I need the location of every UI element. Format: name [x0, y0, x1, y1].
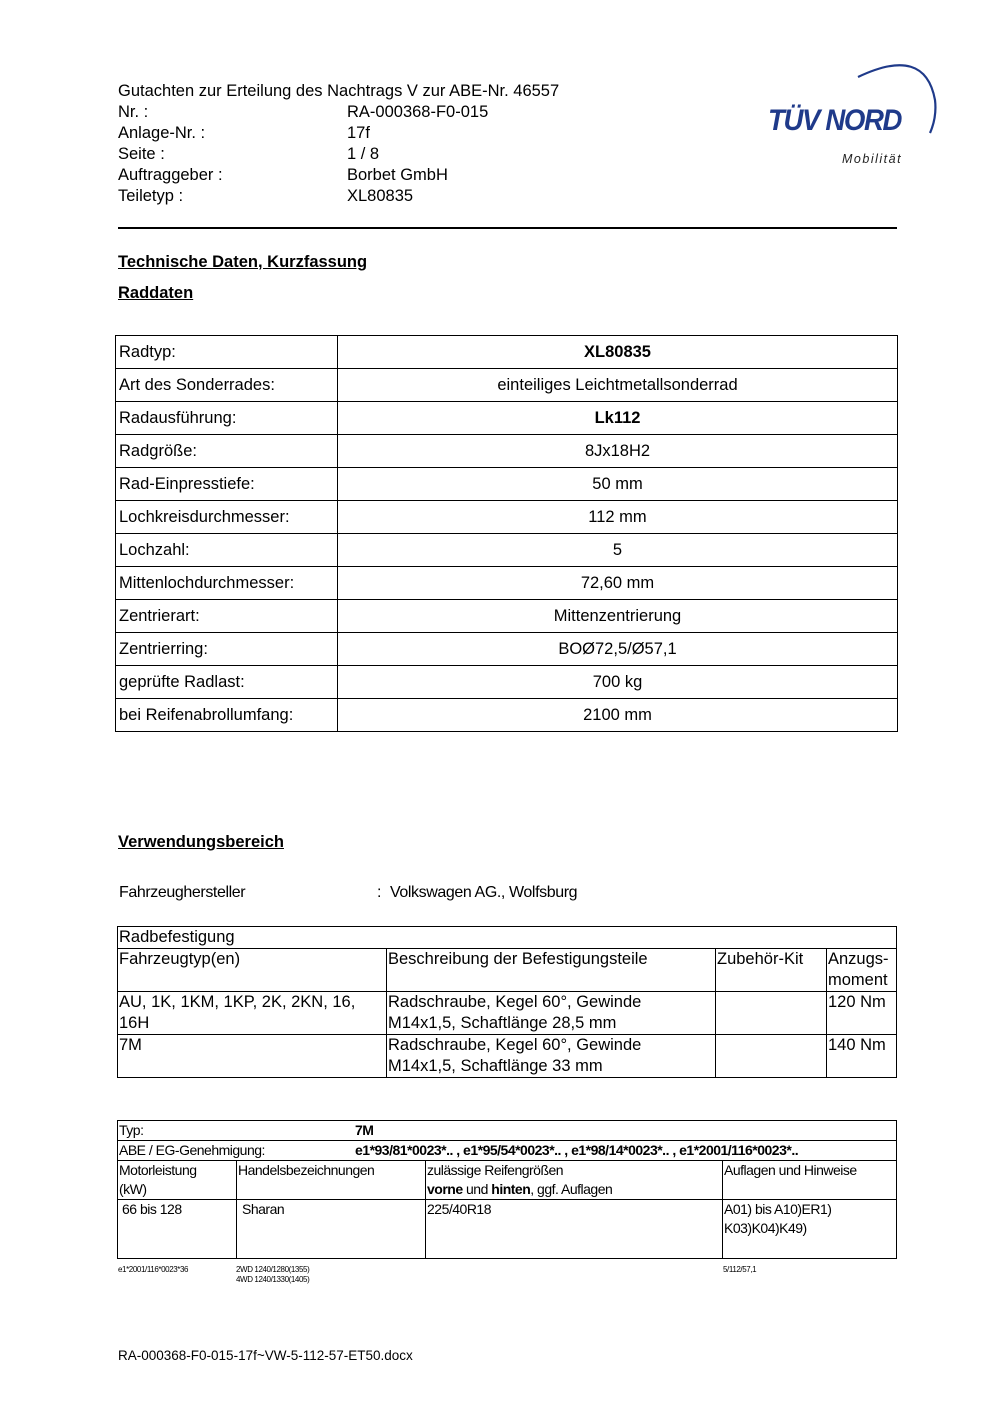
table-row [116, 666, 898, 699]
header-label: Nr. : [118, 103, 149, 121]
header-line: zulässige Reifengrößen [427, 1162, 564, 1178]
wheel-label: Zentrierart: [116, 600, 338, 633]
header-bold: vorne [427, 1181, 463, 1197]
footer-filename: RA-000368-F0-015-17f~VW-5-112-57-ET50.docx [118, 1348, 413, 1363]
cell-name: Sharan [237, 1200, 426, 1259]
column-header: Handelsbezeichnungen [237, 1161, 426, 1200]
table-row [116, 534, 898, 567]
note-approval: e1*2001/116*0023*36 [118, 1265, 189, 1274]
manufacturer-value: Volkswagen AG., Wolfsburg [390, 884, 578, 901]
cell-line: M14x1,5, Schaftlänge 33 mm [388, 1057, 603, 1075]
cell-line: A01) bis A10)ER1) [724, 1201, 832, 1217]
cell-beschreibung [387, 1035, 716, 1078]
column-header: Beschreibung der Befestigungsteile [387, 949, 716, 992]
header-row-auftraggeber [118, 165, 448, 186]
wheel-value: 5 [338, 534, 898, 567]
wheel-label: Mittenlochdurchmesser: [116, 567, 338, 600]
table-row [116, 567, 898, 600]
header-label: Auftraggeber : [118, 166, 223, 184]
wheel-label: Rad-Einpresstiefe: [116, 468, 338, 501]
table-row [116, 369, 898, 402]
document-title: Gutachten zur Erteilung des Nachtrags V zur ABE-Nr. 46557 [118, 82, 560, 100]
typ-value: 7M [355, 1122, 374, 1138]
manufacturer-label: Fahrzeughersteller [119, 884, 246, 901]
cell-power: 66 bis 128 [118, 1200, 237, 1259]
table-row [116, 468, 898, 501]
cell-line: K03)K04)K49) [724, 1220, 807, 1236]
column-header-line: moment [828, 971, 888, 989]
table-row [118, 1121, 897, 1141]
table-row [116, 699, 898, 732]
table-row [116, 402, 898, 435]
cell-line: Radschraube, Kegel 60°, Gewinde [388, 993, 642, 1011]
abe-label: ABE / EG-Genehmigung: [119, 1142, 265, 1158]
wheel-data-table [115, 335, 898, 732]
cell-line: 16H [119, 1014, 150, 1032]
typ-label: Typ: [119, 1122, 144, 1138]
cell-fahrzeugtyp [118, 992, 387, 1035]
cell-fahrzeugtyp [118, 1035, 387, 1078]
cell-line: AU, 1K, 1KM, 1KP, 2K, 2KN, 16, [119, 993, 356, 1011]
note-axle-load-4wd: 4WD 1240/1330(1405) [236, 1275, 310, 1284]
header-value: 17f [347, 124, 370, 142]
wheel-value: 700 kg [338, 666, 898, 699]
header-bold: hinten [491, 1181, 531, 1197]
wheel-value: einteiliges Leichtmetallsonderrad [338, 369, 898, 402]
column-header: Auflagen und Hinweise [723, 1161, 897, 1200]
wheel-value: 2100 mm [338, 699, 898, 732]
table-row [118, 1035, 897, 1078]
cell-kit [716, 1035, 827, 1078]
header-value: Borbet GmbH [347, 166, 448, 184]
typ-table [117, 1120, 897, 1259]
table-row [116, 600, 898, 633]
note-axle-load-2wd: 2WD 1240/1280(1355) [236, 1265, 310, 1274]
wheel-label: Lochzahl: [116, 534, 338, 567]
wheel-value: 8Jx18H2 [338, 435, 898, 468]
header-value: 1 / 8 [347, 145, 380, 163]
note-bolt-pattern: 5/112/57,1 [723, 1265, 757, 1274]
header-line: (kW) [119, 1181, 147, 1197]
header-value: XL80835 [347, 187, 414, 205]
header-value: RA-000368-F0-015 [347, 103, 489, 121]
header-row-teiletyp [118, 186, 413, 207]
header-row-nr [118, 102, 488, 123]
wheel-value: 50 mm [338, 468, 898, 501]
wheel-label: Radgröße: [116, 435, 338, 468]
header-label: Anlage-Nr. : [118, 124, 206, 142]
abe-value: e1*93/81*0023*.. , e1*95/54*0023*.. , e1*98/14*0023*.. , e1*2001/116*0023*.. [355, 1142, 799, 1158]
wheel-label: Radtyp: [116, 336, 338, 369]
column-header [118, 1161, 237, 1200]
header-line [427, 1180, 721, 1199]
cell-moment: 120 Nm [827, 992, 897, 1035]
table-row [118, 1200, 897, 1259]
header-text: und [462, 1181, 492, 1197]
cell-notes [723, 1200, 897, 1259]
cell-moment: 140 Nm [827, 1035, 897, 1078]
column-header [426, 1161, 723, 1200]
wheel-value: Lk112 [338, 402, 898, 435]
column-header: Zubehör-Kit [716, 949, 827, 992]
section-title-verwendung: Verwendungsbereich [118, 833, 284, 851]
cell-kit [716, 992, 827, 1035]
cell-tire: 225/40R18 [426, 1200, 723, 1259]
wheel-value: 72,60 mm [338, 567, 898, 600]
cell-line: Radschraube, Kegel 60°, Gewinde [388, 1036, 642, 1054]
header-row-anlage [118, 123, 370, 144]
table-row [118, 1161, 897, 1200]
table-row [118, 1141, 897, 1161]
table-row [118, 927, 897, 949]
wheel-label: bei Reifenabrollumfang: [116, 699, 338, 732]
wheel-value: BOØ72,5/Ø57,1 [338, 633, 898, 666]
cell-line: M14x1,5, Schaftlänge 28,5 mm [388, 1014, 617, 1032]
table-row [118, 992, 897, 1035]
section-title-raddaten: Raddaten [118, 284, 194, 302]
wheel-label: Lochkreisdurchmesser: [116, 501, 338, 534]
wheel-label: Radausführung: [116, 402, 338, 435]
manufacturer-separator: : [377, 884, 382, 901]
typ-row [118, 1121, 897, 1141]
header-divider [118, 227, 897, 229]
wheel-value: Mittenzentrierung [338, 600, 898, 633]
header-line: Motorleistung [119, 1162, 197, 1178]
column-header-line: Anzugs- [828, 950, 889, 968]
befestigung-title: Radbefestigung [118, 927, 897, 949]
column-header-anzug [827, 949, 897, 992]
wheel-value: 112 mm [338, 501, 898, 534]
table-row [116, 501, 898, 534]
logo-wordmark: TÜV NORD [768, 104, 902, 137]
header-label: Seite : [118, 145, 165, 163]
logo-subtitle: Mobilität [842, 152, 903, 166]
table-row [116, 435, 898, 468]
header-row-seite [118, 144, 379, 165]
cell-line: 7M [119, 1036, 142, 1054]
section-title-tech: Technische Daten, Kurzfassung [118, 253, 368, 271]
table-row [116, 633, 898, 666]
header-text: , ggf. Auflagen [530, 1181, 613, 1197]
column-header: Fahrzeugtyp(en) [118, 949, 387, 992]
table-row [118, 949, 897, 992]
wheel-label: geprüfte Radlast: [116, 666, 338, 699]
wheel-label: Art des Sonderrades: [116, 369, 338, 402]
header-label: Teiletyp : [118, 187, 184, 205]
befestigung-table [117, 926, 897, 1078]
wheel-value: XL80835 [338, 336, 898, 369]
abe-row [118, 1141, 897, 1161]
wheel-label: Zentrierring: [116, 633, 338, 666]
table-row [116, 336, 898, 369]
cell-beschreibung [387, 992, 716, 1035]
